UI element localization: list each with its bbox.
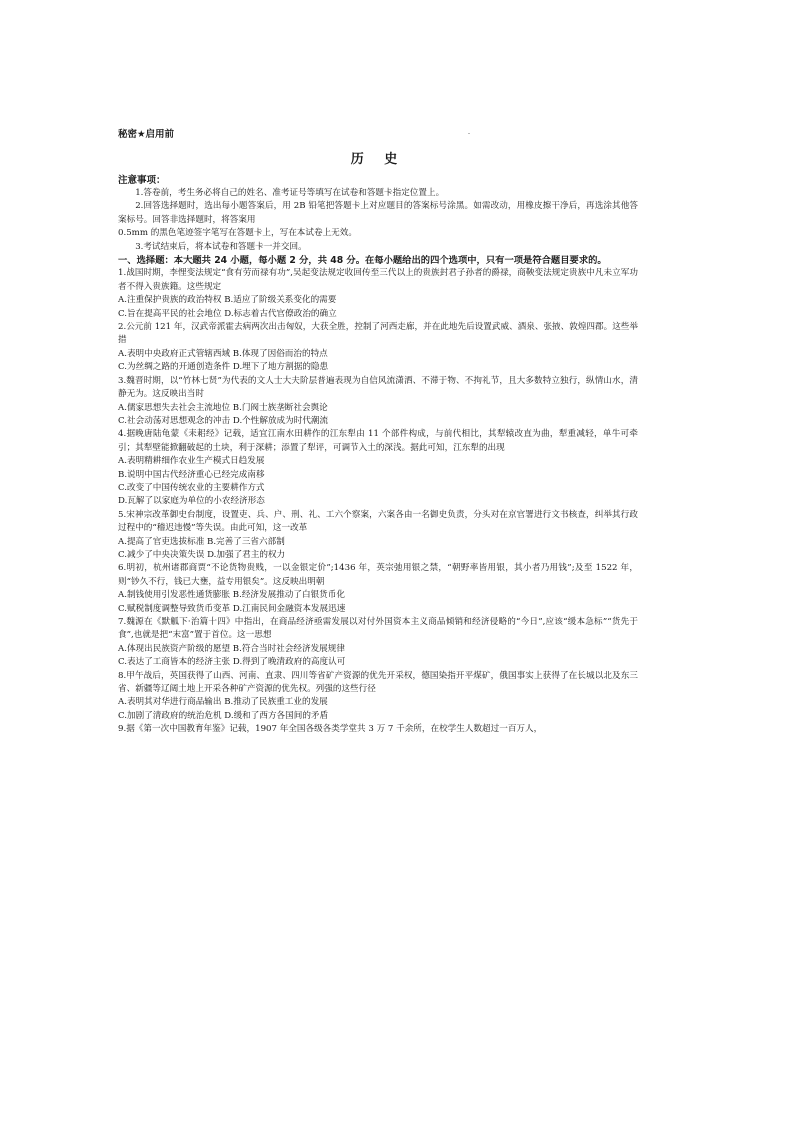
section-heading: 一、选择题：本大题共 24 小题，每小题 2 分，共 48 分。在每小题给出的四个选项中，只有一项是符合题目要求的。: [118, 255, 607, 267]
question-stem: 8.甲午战后，英国获得了山西、河南、直隶、四川等省矿产资源的优先开采权，德国染指开平煤矿，俄国事实上获得了在长城以北及东三省、新疆等辽阔土地上开采各种矿产资源的优先权。列强的这些行径: [118, 670, 638, 695]
question-option: D.瓦解了以家庭为单位的小农经济形态: [118, 496, 265, 507]
question-option: C.为丝绸之路的开通创造条件 D.埋下了地方割据的隐患: [118, 362, 329, 373]
question-option: C.减少了中央决策失误 D.加强了君主的权力: [118, 549, 286, 560]
question-stem: 7.魏源在《默觚下·治篇十四》中指出，在商品经济亟需发展以对付外国资本主义商品倾销和经济侵略的“今日”,应该“缓本急标”“货先于食”,也就是把“末富”置于首位。这一思想: [118, 617, 638, 641]
secret-label: 秘密★启用前: [118, 129, 175, 140]
question-option: C.旨在提高平民的社会地位 D.标志着古代官僚政治的确立: [118, 308, 337, 319]
question-option: A.提高了官吏选拔标准 B.完善了三省六部制: [118, 536, 285, 547]
question-stem: 9.据《第一次中国教育年鉴》记载，1907 年全国各级各类学堂共 3 万 7 千余所，在校学生人数超过一百万人，: [118, 724, 543, 735]
question-option: A.制钱使用引发恶性通货膨胀 B.经济发展推动了白银货币化: [118, 590, 345, 601]
question-option: A.体现出民族资产阶级的愿望 B.符合当时社会经济发展规律: [118, 643, 345, 654]
question-option: C.改变了中国传统农业的主要耕作方式: [118, 482, 265, 493]
notice-item: 3.考试结束后，将本试卷和答题卡一并交回。: [135, 241, 307, 252]
question-stem: 2.公元前 121 年，汉武帝派霍去病两次出击匈奴，大获全胜，控制了河西走廊，并在此地先后设置武威、酒泉、张掖、敦煌四郡。这些举措: [118, 322, 638, 346]
question-option: C.社会动荡对思想观念的冲击 D.个性解放成为时代潮流: [118, 415, 329, 426]
notice-heading: 注意事项：: [118, 175, 166, 186]
question-option: A.表明其对华进行商品输出 B.推动了民族重工业的发展: [118, 697, 328, 708]
exam-page: [118, 128, 638, 737]
question-stem: 4.据晚唐陆龟蒙《耒耜经》记载，适宜江南水田耕作的江东犁由 11 个部件构成，与前代相比，其犁辕改直为曲，犁重减轻，单牛可牵引；其犁壁能掀翻破起的土块，利于深耕；添置了犁评，可调节入土的深浅。据此可知，江东犁的出现: [118, 429, 638, 453]
question-stem: 5.宋神宗改革御史台制度，设置吏、兵、户、刑、礼、工六个察案，六案各由一名御史负责，分头对在京官署进行文书核查，纠举其行政过程中的“稽迟违慢”等失误。由此可知，这一改革: [118, 509, 638, 534]
question-option: C.加剧了清政府的统治危机 D.缓和了西方各国间的矛盾: [118, 710, 329, 721]
notice-item: 2.回答选择题时，选出每小题答案后，用 2B 铅笔把答题卡上对应题目的答案标号涂黑。如需改动，用橡皮擦干净后，再选涂其他答案标号。回答非选择题时，将答案用: [118, 201, 638, 225]
question-stem: 6.明初，杭州诸郡商贾“不论货物贵贱，一以金银定价”;1436 年，英宗弛用银之禁，“朝野率皆用银，其小者乃用钱”;及至 1522 年，则“钞久不行，钱已大壅，益专用银矣”。这反映出明朝: [118, 563, 638, 587]
notice-item: 1.答卷前，考生务必将自己的姓名、准考证号等填写在试卷和答题卡指定位置上。: [135, 188, 445, 198]
question-option: B.说明中国古代经济重心已经完成南移: [118, 469, 265, 480]
question-option: A.表明中央政府正式管辖西域 B.体现了因俗而治的特点: [118, 348, 328, 359]
question-option: C.表达了工商皆本的经济主张 D.得到了晚清政府的高度认可: [118, 657, 346, 668]
question-option: C.赋税制度调整导致货币变革 D.江南民间金融资本发展迅速: [118, 603, 346, 614]
question-option: A.表明精耕细作农业生产模式日趋发展: [118, 456, 265, 467]
subject-title: 历 史: [350, 152, 406, 167]
question-stem: 1.战国时期，李悝变法规定“食有劳而禄有功”,吴起变法规定收回传至三代以上的贵族封君子孙者的爵禄，商鞅变法规定贵族中凡未立军功者不得入贵族籍。这些规定: [118, 268, 638, 292]
question-list: [118, 267, 638, 736]
question-stem: 3.魏晋时期，以“竹林七贤”为代表的文人士大夫阶层普遍表现为自信风流潇洒、不滞于物、不拘礼节，且大多数特立独行，纵情山水，清静无为。这反映出当时: [118, 375, 638, 400]
question-option: A.儒家思想失去社会主流地位 B.门阀士族垄断社会舆论: [118, 402, 328, 413]
notice-item: 0.5mm 的黑色笔迹签字笔写在答题卡上，写在本试卷上无效。: [118, 228, 357, 239]
question-option: A.注重保护贵族的政治特权 B.适应了阶级关系变化的需要: [118, 295, 337, 306]
